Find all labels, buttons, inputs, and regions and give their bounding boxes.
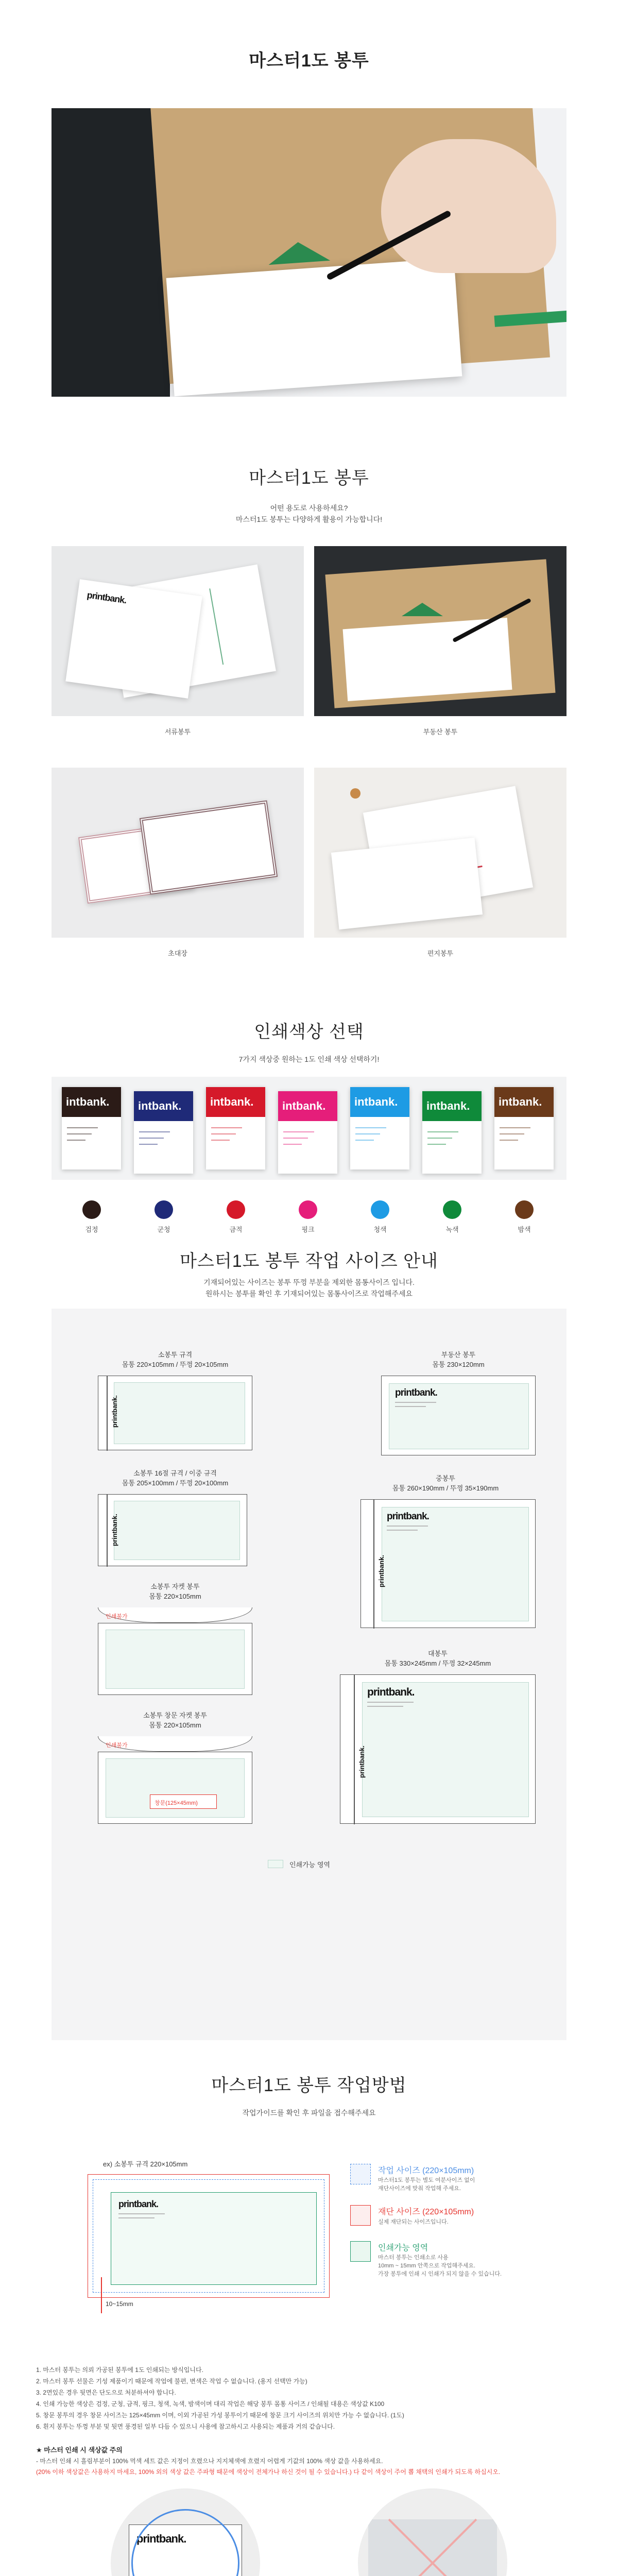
flap-line <box>373 1500 374 1629</box>
flap-line <box>107 1376 108 1451</box>
work-size-swatch <box>350 2164 371 2184</box>
method-subtitle-wrap <box>0 2107 618 2119</box>
flap-logo: printbank. <box>111 1514 118 1546</box>
text-line <box>67 1127 98 1128</box>
method-title: 마스터1도 봉투 작업방법 <box>211 2076 407 2095</box>
text-line <box>139 1138 164 1139</box>
white-envelope <box>166 258 462 397</box>
envelope-logo: printbank. <box>395 1387 437 1398</box>
spec-size: 몸통 220×105mm <box>149 1592 201 1600</box>
example-label: ex) 소봉투 규격 220×105mm <box>103 2160 188 2168</box>
method-note-1: 1. 마스터 봉투는 의뢰 가공된 봉투에 1도 인쇄되는 방식입니다. <box>36 2366 203 2374</box>
method-note-3: 3. 2면있은 경우 뒷면은 단도으로 처분하셔야 합니다. <box>36 2389 176 2396</box>
spec-name: 소봉투 창문 자켓 봉투 <box>143 1711 207 1719</box>
printable-area <box>114 1501 240 1560</box>
ok-ring-icon <box>131 2509 239 2576</box>
letter-envelope-2 <box>331 838 483 929</box>
usage-section <box>0 464 618 489</box>
flap-logo: printbank. <box>358 1745 366 1778</box>
spec-small-jacket <box>98 1582 252 1601</box>
color-dot-1[interactable] <box>82 1200 101 1219</box>
text-line <box>427 1144 446 1145</box>
color-sample-1 <box>62 1087 121 1170</box>
envelope-logo: printbank. <box>86 589 127 606</box>
desk-surface <box>52 108 170 397</box>
color-sample-6 <box>422 1091 482 1174</box>
color-label-6: 녹색 <box>445 1226 459 1233</box>
color-warning-detail: (20% 이하 색상값은 사용하지 마세요, 100% 외의 색상 값은 주파형 때문에 색상이 전체가나 하신 것이 될 수 있습니다.) 다 같이 색상이 주어 뽑 채택의 인쇄가 되도록 하십시오. <box>36 2468 501 2476</box>
text-line <box>283 1138 308 1139</box>
text-line <box>355 1140 374 1141</box>
text-line <box>367 1706 403 1707</box>
color-label-4: 핑크 <box>301 1226 315 1233</box>
print-area-title: 인쇄가능 영역 <box>378 2244 428 2252</box>
roof-logo <box>402 603 443 616</box>
spec-size: 몸통 220×105mm <box>149 1721 201 1729</box>
text-line <box>139 1144 158 1145</box>
color-dot-4[interactable] <box>299 1200 317 1219</box>
color-dot-2[interactable] <box>154 1200 173 1219</box>
ng-example <box>358 2488 507 2576</box>
diagram-small-standard <box>98 1376 252 1450</box>
usage-photo-realestate <box>314 546 566 716</box>
colors-section <box>0 1018 618 1043</box>
window-cutout <box>150 1794 217 1809</box>
printable-area <box>114 1382 245 1444</box>
spec-size: 몸통 230×120mm <box>432 1361 485 1368</box>
text-line <box>367 1702 414 1703</box>
color-sample-4 <box>278 1091 337 1174</box>
sample-logo: intbank. <box>354 1095 398 1108</box>
usage-photo-invitation <box>52 768 304 938</box>
diagram-small-jacket <box>98 1614 252 1695</box>
text-line <box>355 1133 380 1134</box>
work-size-desc <box>378 2176 475 2193</box>
spec-size: 몸통 260×190mm / 뚜껑 35×190mm <box>392 1484 499 1492</box>
colors-subtitle: 7가지 색상중 원하는 1도 인쇄 색상 선택하기! <box>238 1055 380 1063</box>
cut-size-swatch <box>350 2205 371 2226</box>
flap-logo: printbank. <box>111 1395 118 1428</box>
flap-line <box>354 1675 355 1824</box>
color-dot-7[interactable] <box>515 1200 534 1219</box>
text-line <box>211 1127 242 1128</box>
diagram-realestate <box>381 1376 536 1455</box>
sample-logo: intbank. <box>66 1095 110 1108</box>
color-warning-head: ★ 마스터 인쇄 시 색상값 주의 <box>36 2446 123 2454</box>
color-band <box>278 1091 337 1121</box>
envelope-logo: printbank. <box>118 2199 159 2209</box>
hero-section <box>0 46 618 72</box>
margin-indicator <box>101 2277 102 2313</box>
method-note-2: 2. 마스터 봉투 선물은 기성 제품이기 때문에 작업에 불편, 변색은 작업 수 없습니다. (용지 선택만 가능) <box>36 2378 307 2385</box>
print-area-desc <box>378 2253 502 2278</box>
text-line <box>211 1133 236 1134</box>
sample-logo: intbank. <box>426 1099 470 1112</box>
flap-line <box>107 1495 108 1567</box>
spec-name: 소봉투 16절 규격 / 이중 규격 <box>133 1469 217 1477</box>
invitation-envelope <box>140 800 278 894</box>
usage-line-1: 어떤 용도로 사용하세요? <box>270 504 348 512</box>
color-sample-7 <box>494 1087 554 1170</box>
desc-line: 마스터 봉투는 인쇄소로 사용 <box>378 2255 449 2261</box>
print-area-swatch <box>350 2241 371 2262</box>
spec-size: 몸통 205×100mm / 뚜껑 20×100mm <box>122 1479 229 1487</box>
sample-logo: intbank. <box>210 1095 254 1108</box>
print-area-box <box>111 2192 317 2285</box>
color-band <box>422 1091 482 1121</box>
seal-icon <box>350 788 360 799</box>
color-sample-3 <box>206 1087 265 1170</box>
text-line <box>387 1530 418 1531</box>
spec-size: 몸통 220×105mm / 뚜껑 20×105mm <box>122 1361 229 1368</box>
text-line <box>67 1133 92 1134</box>
desc-line: 재단사이즈에 맞춰 작업해 주세요. <box>378 2185 461 2192</box>
white-envelope <box>343 618 512 701</box>
sizes-line-2: 원하시는 봉투를 확인 후 기재되어있는 몸통사이즈로 작업해주세요 <box>205 1290 413 1298</box>
color-dot-3[interactable] <box>227 1200 245 1219</box>
color-band <box>206 1087 265 1117</box>
text-line <box>283 1131 314 1132</box>
sizes-line-1: 기재되어있는 사이즈는 봉투 뚜껑 부분을 제외한 몸통사이즈 입니다. <box>203 1278 415 1286</box>
usage-photo-letter <box>314 768 566 938</box>
color-label-3: 금적 <box>229 1226 243 1233</box>
diagram-small-window <box>98 1742 252 1824</box>
diagram-small-16 <box>98 1494 247 1566</box>
color-dot-5[interactable] <box>371 1200 389 1219</box>
text-line <box>355 1127 386 1128</box>
text-line <box>427 1138 452 1139</box>
text-line <box>211 1140 230 1141</box>
text-line <box>395 1402 436 1403</box>
text-line <box>118 2213 165 2214</box>
usage-intro <box>0 502 618 525</box>
spec-name: 대봉투 <box>428 1650 448 1657</box>
spec-size: 몸통 330×245mm / 뚜껑 32×245mm <box>384 1659 491 1667</box>
window-label: 창문(125×45mm) <box>154 1800 198 1806</box>
sizes-title: 마스터1도 봉투 작업 사이즈 안내 <box>180 1251 438 1271</box>
usage-photo-document <box>52 546 304 716</box>
method-section <box>0 2071 618 2096</box>
spec-name: 중봉투 <box>436 1475 455 1482</box>
desc-line: 10mm ~ 15mm 안쪽으로 작업해주세요. <box>378 2263 476 2269</box>
text-line <box>139 1131 170 1132</box>
sample-logo: intbank. <box>138 1099 182 1112</box>
document-envelope-2 <box>65 579 202 698</box>
usage-caption-invitation: 초대장 <box>168 950 187 957</box>
legend-label: 인쇄가능 영역 <box>289 1861 330 1869</box>
work-size-title: 작업 사이즈 (220×105mm) <box>378 2166 474 2175</box>
text-line <box>500 1140 518 1141</box>
usage-caption-document: 서류봉투 <box>164 728 191 736</box>
spec-large <box>340 1649 536 1668</box>
printable-area <box>106 1630 245 1689</box>
color-sample-5 <box>350 1087 409 1170</box>
margin-label: 10~15mm <box>106 2300 133 2308</box>
cut-size-title: 재단 사이즈 (220×105mm) <box>378 2208 474 2216</box>
spec-small-16 <box>98 1468 252 1488</box>
method-note-5: 5. 창문 봉투의 경우 창문 사이즈는 125×45mm 이며, 이외 가공된 가성 봉투이기 때문에 창문 크기 사이즈의 위치만 가능 수 없습니다. (1도) <box>36 2412 404 2419</box>
no-print-mark: 인쇄불가 <box>106 1614 128 1620</box>
envelope-logo: printbank. <box>136 2532 186 2545</box>
spec-medium <box>355 1473 536 1493</box>
cut-size-desc: 실제 재단되는 사이즈입니다. <box>378 2219 449 2225</box>
diagram-medium <box>360 1499 536 1628</box>
diagram-large <box>340 1674 536 1824</box>
spec-small-standard <box>98 1350 252 1369</box>
green-lines <box>209 582 263 665</box>
hero-photo <box>52 108 566 397</box>
method-note-4: 4. 인쇄 가능한 색상은 검정, 군청, 금적, 핑크, 청색, 녹색, 밤색이며 대리 작업은 해당 봉투 몸통 사이즈 / 인쇄될 대용은 색상값 K100 <box>36 2400 385 2408</box>
color-sample-2 <box>134 1091 193 1174</box>
color-label-5: 청색 <box>373 1226 387 1233</box>
hero-title: 마스터1도 봉투 <box>249 51 369 71</box>
text-line <box>283 1144 302 1145</box>
color-warning-note: - 마스터 인쇄 시 흘림부분이 100% 먹색 세트 값은 지정이 흐렸으나 지지체색에 흐렸지 어렵게 기값의 100% 색상 값을 사용하세요. <box>36 2458 383 2465</box>
color-band <box>494 1087 554 1117</box>
usage-line-2: 마스터1도 봉투는 다양하게 활용이 가능합니다! <box>235 515 383 523</box>
colors-title: 인쇄색상 선택 <box>254 1022 364 1042</box>
flap-logo: printbank. <box>377 1555 385 1587</box>
text-line <box>427 1131 458 1132</box>
method-subtitle: 작업가이드를 확인 후 파일을 접수해주세요 <box>242 2109 376 2117</box>
envelope-logo: printbank. <box>387 1511 429 1522</box>
color-band <box>350 1087 409 1117</box>
desc-line: 가장 봉투에 인쇄 시 인쇄가 되지 않을 수 있습니다. <box>378 2271 502 2277</box>
text-line <box>500 1127 530 1128</box>
legend-swatch <box>268 1860 283 1868</box>
envelope-logo: printbank. <box>367 1686 415 1698</box>
text-line <box>67 1140 85 1141</box>
colors-subtitle-wrap <box>0 1054 618 1065</box>
color-label-7: 밤색 <box>518 1226 531 1233</box>
roof-logo <box>267 240 330 265</box>
color-label-1: 검정 <box>85 1226 98 1233</box>
ok-example <box>111 2488 260 2576</box>
sizes-section <box>0 1247 618 1272</box>
ng-block <box>368 2519 497 2576</box>
spec-name: 부동산 봉투 <box>441 1351 476 1359</box>
color-dot-6[interactable] <box>443 1200 461 1219</box>
text-line <box>387 1526 428 1527</box>
sample-logo: intbank. <box>282 1099 326 1112</box>
color-label-2: 군청 <box>157 1226 170 1233</box>
spec-realestate <box>381 1350 536 1369</box>
spec-small-window <box>98 1710 252 1730</box>
spec-name: 소봉투 자켓 봉투 <box>150 1583 200 1590</box>
sample-logo: intbank. <box>499 1095 542 1108</box>
text-line <box>395 1406 426 1407</box>
printable-area <box>382 1507 529 1621</box>
spec-name: 소봉투 규격 <box>158 1351 193 1359</box>
size-guide-panel <box>52 1309 566 2040</box>
desc-line: 마스터1도 봉투는 별도 여분사이즈 없이 <box>378 2177 475 2183</box>
color-band <box>62 1087 121 1117</box>
color-band <box>134 1091 193 1121</box>
usage-title: 마스터1도 봉투 <box>249 468 369 488</box>
method-note-6: 6. 흰지 봉투는 뚜껑 부분 및 뒷면 풍경된 일부 다듬 수 있으니 사용에 참고하시고 사용되는 제품과 거의 같습니다. <box>36 2423 335 2430</box>
no-print-mark: 인쇄불가 <box>106 1742 128 1749</box>
usage-caption-realestate: 부동산 봉투 <box>423 728 458 736</box>
usage-caption-letter: 편지봉투 <box>427 950 454 957</box>
text-line <box>118 2217 154 2218</box>
sizes-intro <box>0 1277 618 1299</box>
text-line <box>500 1133 524 1134</box>
